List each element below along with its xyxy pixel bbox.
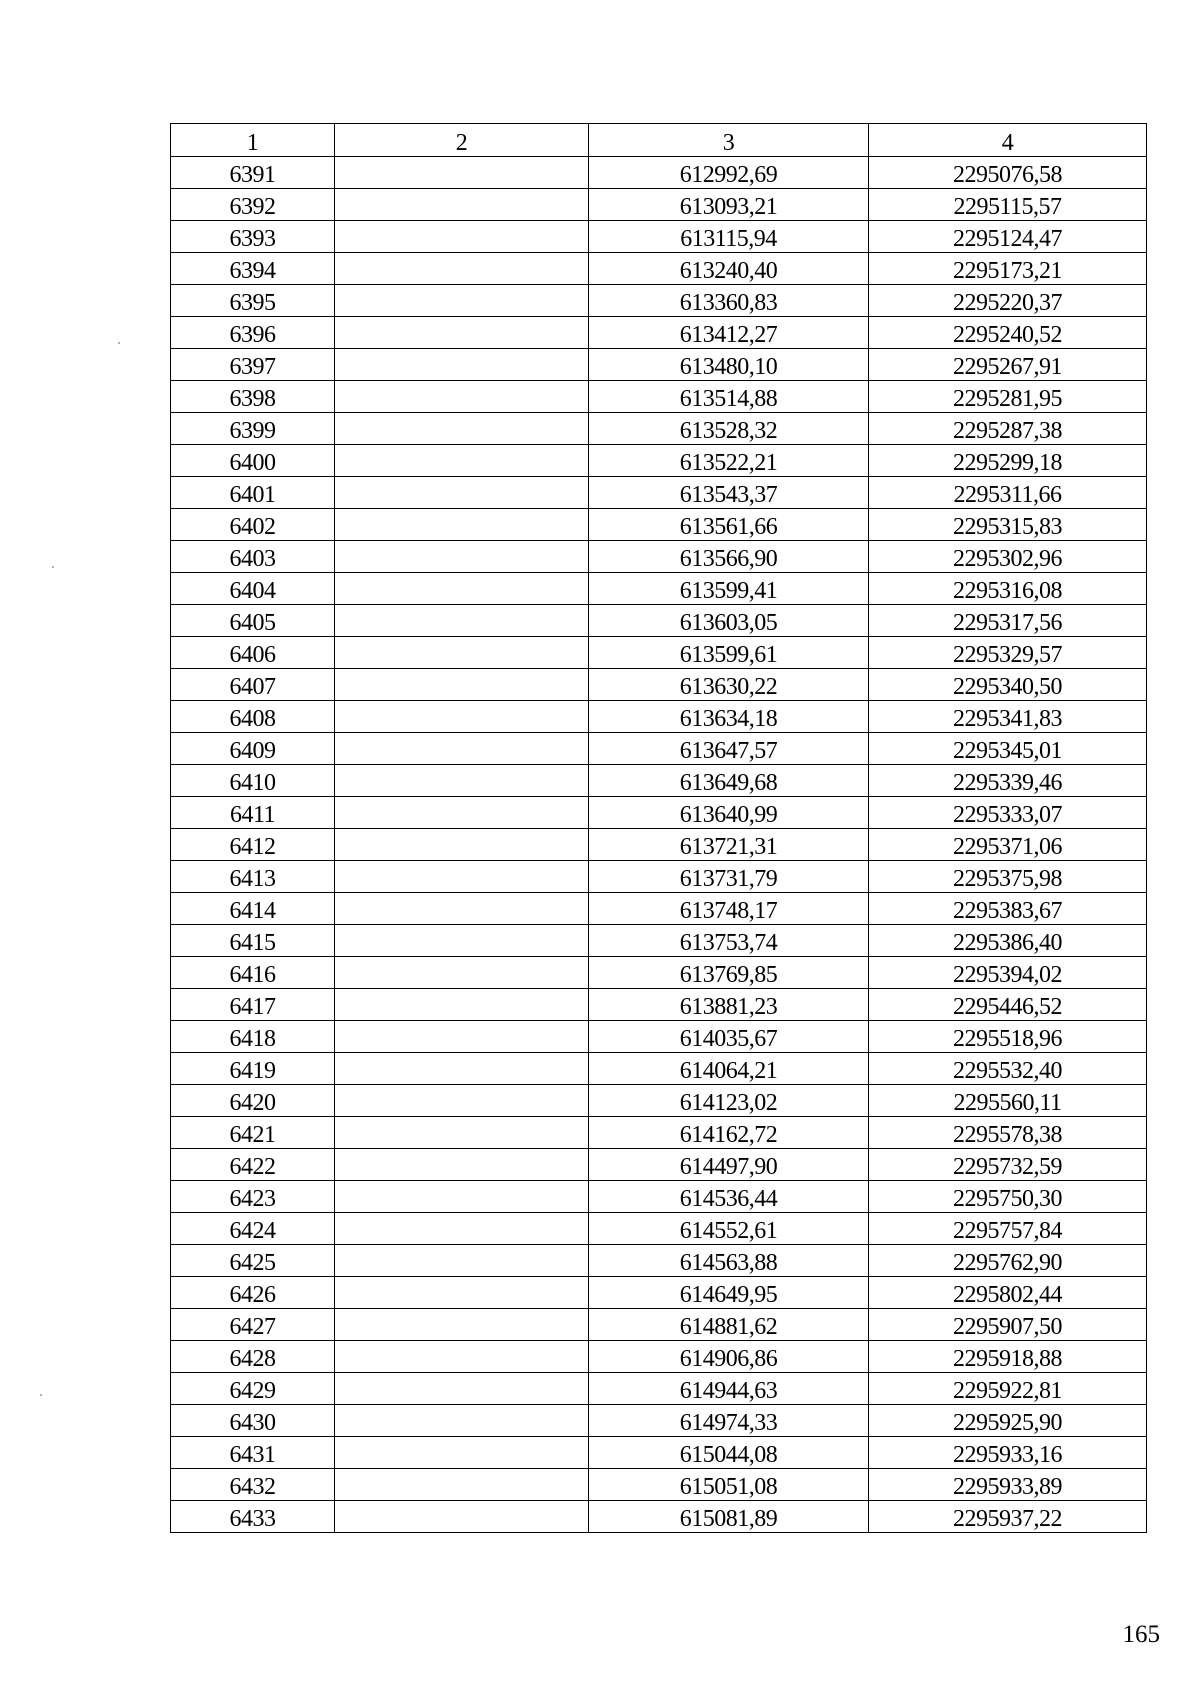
table-row [171, 1181, 1147, 1213]
table-cell-col-3: 613881,23 [589, 989, 869, 1021]
scan-speck [40, 1394, 42, 1396]
table-cell-col-3: 613480,10 [589, 349, 869, 381]
table-cell-col-3: 613603,05 [589, 605, 869, 637]
table-row [171, 893, 1147, 925]
table-cell-col-3: 614552,61 [589, 1213, 869, 1245]
table-cell-col-2 [335, 1181, 589, 1213]
table-cell-col-1: 6409 [171, 733, 335, 765]
table-cell-col-1: 6424 [171, 1213, 335, 1245]
table-cell-col-4: 2295299,18 [869, 445, 1147, 477]
table-row [171, 1053, 1147, 1085]
table-cell-col-2 [335, 413, 589, 445]
table-cell-col-2 [335, 1021, 589, 1053]
table-row [171, 509, 1147, 541]
table-row [171, 413, 1147, 445]
table-cell-col-2 [335, 829, 589, 861]
table-cell-col-2 [335, 1117, 589, 1149]
table-row [171, 381, 1147, 413]
table-row [171, 1149, 1147, 1181]
table-cell-col-2 [335, 1501, 589, 1533]
table-row [171, 989, 1147, 1021]
table-cell-col-2 [335, 701, 589, 733]
coordinates-table [170, 123, 1147, 1533]
table-row [171, 1277, 1147, 1309]
table-cell-col-3: 613599,41 [589, 573, 869, 605]
table-cell-col-2 [335, 1469, 589, 1501]
table-cell-col-3: 614064,21 [589, 1053, 869, 1085]
table-cell-col-3: 613731,79 [589, 861, 869, 893]
table-row [171, 1405, 1147, 1437]
table-cell-col-2 [335, 285, 589, 317]
table-cell-col-1: 6412 [171, 829, 335, 861]
table-cell-col-3: 613748,17 [589, 893, 869, 925]
table-cell-col-3: 615044,08 [589, 1437, 869, 1469]
table-cell-col-2 [335, 349, 589, 381]
table-row [171, 253, 1147, 285]
table-cell-col-1: 6428 [171, 1341, 335, 1373]
table-cell-col-2 [335, 1149, 589, 1181]
table-cell-col-2 [335, 253, 589, 285]
table-cell-col-2 [335, 157, 589, 189]
table-cell-col-4: 2295124,47 [869, 221, 1147, 253]
table-cell-col-1: 6399 [171, 413, 335, 445]
table-cell-col-1: 6413 [171, 861, 335, 893]
table-cell-col-1: 6400 [171, 445, 335, 477]
table-cell-col-2 [335, 957, 589, 989]
table-row [171, 349, 1147, 381]
table-cell-col-1: 6403 [171, 541, 335, 573]
table-row [171, 1213, 1147, 1245]
table-cell-col-4: 2295281,95 [869, 381, 1147, 413]
table-cell-col-2 [335, 1277, 589, 1309]
table-cell-col-2 [335, 733, 589, 765]
table-cell-col-4: 2295732,59 [869, 1149, 1147, 1181]
table-cell-col-2 [335, 1341, 589, 1373]
header-cell-2: 2 [335, 124, 589, 157]
table-cell-col-1: 6396 [171, 317, 335, 349]
table-cell-col-3: 613753,74 [589, 925, 869, 957]
table-cell-col-3: 613769,85 [589, 957, 869, 989]
table-row [171, 541, 1147, 573]
table-cell-col-3: 613528,32 [589, 413, 869, 445]
table-cell-col-1: 6429 [171, 1373, 335, 1405]
table-cell-col-4: 2295518,96 [869, 1021, 1147, 1053]
table-cell-col-4: 2295371,06 [869, 829, 1147, 861]
table-cell-col-3: 613240,40 [589, 253, 869, 285]
table-cell-col-2 [335, 669, 589, 701]
table-cell-col-3: 613647,57 [589, 733, 869, 765]
table-cell-col-3: 614035,67 [589, 1021, 869, 1053]
table-cell-col-3: 613522,21 [589, 445, 869, 477]
table-cell-col-1: 6414 [171, 893, 335, 925]
table-cell-col-3: 613630,22 [589, 669, 869, 701]
header-cell-1: 1 [171, 124, 335, 157]
table-row [171, 829, 1147, 861]
table-cell-col-4: 2295311,66 [869, 477, 1147, 509]
table-cell-col-1: 6406 [171, 637, 335, 669]
table-cell-col-4: 2295394,02 [869, 957, 1147, 989]
table-cell-col-4: 2295173,21 [869, 253, 1147, 285]
table-row [171, 1437, 1147, 1469]
table-row [171, 1341, 1147, 1373]
table-cell-col-1: 6427 [171, 1309, 335, 1341]
table-cell-col-1: 6423 [171, 1181, 335, 1213]
table-cell-col-1: 6433 [171, 1501, 335, 1533]
table-cell-col-2 [335, 637, 589, 669]
table-row [171, 605, 1147, 637]
table-cell-col-1: 6407 [171, 669, 335, 701]
table-cell-col-4: 2295115,57 [869, 189, 1147, 221]
table-row [171, 221, 1147, 253]
table-cell-col-4: 2295383,67 [869, 893, 1147, 925]
table-cell-col-4: 2295762,90 [869, 1245, 1147, 1277]
table-cell-col-3: 613412,27 [589, 317, 869, 349]
table-cell-col-3: 613649,68 [589, 765, 869, 797]
table-cell-col-1: 6418 [171, 1021, 335, 1053]
table-row [171, 189, 1147, 221]
table-cell-col-1: 6415 [171, 925, 335, 957]
table-cell-col-2 [335, 861, 589, 893]
table-cell-col-4: 2295933,16 [869, 1437, 1147, 1469]
table-cell-col-2 [335, 1373, 589, 1405]
table-cell-col-3: 615081,89 [589, 1501, 869, 1533]
table-row [171, 797, 1147, 829]
table-cell-col-1: 6393 [171, 221, 335, 253]
table-cell-col-1: 6398 [171, 381, 335, 413]
table-cell-col-2 [335, 1213, 589, 1245]
table-cell-col-3: 614162,72 [589, 1117, 869, 1149]
table-cell-col-3: 614536,44 [589, 1181, 869, 1213]
table-row [171, 1501, 1147, 1533]
table-cell-col-3: 614123,02 [589, 1085, 869, 1117]
table-row [171, 573, 1147, 605]
table-cell-col-2 [335, 541, 589, 573]
table-cell-col-2 [335, 1053, 589, 1085]
table-cell-col-4: 2295340,50 [869, 669, 1147, 701]
table-cell-col-1: 6431 [171, 1437, 335, 1469]
table-row [171, 925, 1147, 957]
table-cell-col-1: 6405 [171, 605, 335, 637]
table-cell-col-3: 613093,21 [589, 189, 869, 221]
table-cell-col-2 [335, 477, 589, 509]
table-cell-col-4: 2295386,40 [869, 925, 1147, 957]
table-cell-col-2 [335, 509, 589, 541]
table-cell-col-4: 2295315,83 [869, 509, 1147, 541]
table-cell-col-3: 613599,61 [589, 637, 869, 669]
table-cell-col-3: 614944,63 [589, 1373, 869, 1405]
table-cell-col-3: 613514,88 [589, 381, 869, 413]
table-cell-col-3: 613115,94 [589, 221, 869, 253]
table-row [171, 1469, 1147, 1501]
table-cell-col-4: 2295446,52 [869, 989, 1147, 1021]
table-cell-col-1: 6404 [171, 573, 335, 605]
table-cell-col-2 [335, 317, 589, 349]
table-cell-col-2 [335, 1245, 589, 1277]
table-cell-col-2 [335, 605, 589, 637]
table-cell-col-1: 6410 [171, 765, 335, 797]
table-cell-col-4: 2295922,81 [869, 1373, 1147, 1405]
table-row [171, 765, 1147, 797]
scan-speck [118, 342, 120, 344]
table-cell-col-4: 2295341,83 [869, 701, 1147, 733]
table-row [171, 733, 1147, 765]
table-cell-col-4: 2295532,40 [869, 1053, 1147, 1085]
table-cell-col-4: 2295802,44 [869, 1277, 1147, 1309]
table-cell-col-3: 614649,95 [589, 1277, 869, 1309]
table-cell-col-2 [335, 1437, 589, 1469]
table-cell-col-1: 6416 [171, 957, 335, 989]
table-cell-col-4: 2295560,11 [869, 1085, 1147, 1117]
table-cell-col-1: 6432 [171, 1469, 335, 1501]
table-row [171, 861, 1147, 893]
table-cell-col-2 [335, 1085, 589, 1117]
table-cell-col-2 [335, 893, 589, 925]
table-cell-col-1: 6411 [171, 797, 335, 829]
table-row [171, 477, 1147, 509]
header-cell-4: 4 [869, 124, 1147, 157]
table-cell-col-3: 615051,08 [589, 1469, 869, 1501]
table-cell-col-2 [335, 189, 589, 221]
table-cell-col-2 [335, 573, 589, 605]
table-cell-col-2 [335, 797, 589, 829]
table-cell-col-3: 614974,33 [589, 1405, 869, 1437]
table-cell-col-1: 6397 [171, 349, 335, 381]
table-cell-col-4: 2295757,84 [869, 1213, 1147, 1245]
table-row [171, 957, 1147, 989]
scan-speck [52, 566, 54, 568]
table-cell-col-1: 6421 [171, 1117, 335, 1149]
table-row [171, 1245, 1147, 1277]
table-cell-col-1: 6430 [171, 1405, 335, 1437]
table-cell-col-4: 2295333,07 [869, 797, 1147, 829]
table-cell-col-1: 6417 [171, 989, 335, 1021]
page-number: 165 [1122, 1621, 1160, 1648]
table-cell-col-3: 613640,99 [589, 797, 869, 829]
table-cell-col-1: 6426 [171, 1277, 335, 1309]
table-cell-col-1: 6408 [171, 701, 335, 733]
table-cell-col-3: 613566,90 [589, 541, 869, 573]
table-cell-col-3: 614497,90 [589, 1149, 869, 1181]
table-row [171, 1373, 1147, 1405]
table-cell-col-4: 2295937,22 [869, 1501, 1147, 1533]
table-cell-col-2 [335, 221, 589, 253]
table-cell-col-2 [335, 765, 589, 797]
table-cell-col-1: 6401 [171, 477, 335, 509]
table-cell-col-2 [335, 925, 589, 957]
table-cell-col-4: 2295339,46 [869, 765, 1147, 797]
header-cell-3: 3 [589, 124, 869, 157]
table-row [171, 1309, 1147, 1341]
table-cell-col-4: 2295267,91 [869, 349, 1147, 381]
table-cell-col-3: 614881,62 [589, 1309, 869, 1341]
table-row [171, 669, 1147, 701]
table-cell-col-4: 2295907,50 [869, 1309, 1147, 1341]
table-cell-col-4: 2295375,98 [869, 861, 1147, 893]
table-cell-col-1: 6394 [171, 253, 335, 285]
header-row [171, 124, 1147, 157]
table-row [171, 285, 1147, 317]
table-cell-col-4: 2295933,89 [869, 1469, 1147, 1501]
table-cell-col-4: 2295076,58 [869, 157, 1147, 189]
table-cell-col-2 [335, 1405, 589, 1437]
table-row [171, 1117, 1147, 1149]
table-cell-col-4: 2295329,57 [869, 637, 1147, 669]
table-cell-col-4: 2295220,37 [869, 285, 1147, 317]
table-cell-col-3: 613561,66 [589, 509, 869, 541]
table-cell-col-1: 6422 [171, 1149, 335, 1181]
table-cell-col-3: 613360,83 [589, 285, 869, 317]
table-cell-col-1: 6392 [171, 189, 335, 221]
table-cell-col-4: 2295287,38 [869, 413, 1147, 445]
table-cell-col-1: 6419 [171, 1053, 335, 1085]
table-cell-col-1: 6425 [171, 1245, 335, 1277]
table-header [171, 124, 1147, 157]
table-cell-col-1: 6391 [171, 157, 335, 189]
table-cell-col-2 [335, 1309, 589, 1341]
table-row [171, 157, 1147, 189]
table-cell-col-4: 2295925,90 [869, 1405, 1147, 1437]
table-row [171, 1021, 1147, 1053]
table-cell-col-3: 614563,88 [589, 1245, 869, 1277]
table-row [171, 1085, 1147, 1117]
table-cell-col-4: 2295578,38 [869, 1117, 1147, 1149]
table-cell-col-3: 613721,31 [589, 829, 869, 861]
table-cell-col-4: 2295317,56 [869, 605, 1147, 637]
table-row [171, 637, 1147, 669]
table-row [171, 445, 1147, 477]
table-cell-col-4: 2295750,30 [869, 1181, 1147, 1213]
table-cell-col-3: 612992,69 [589, 157, 869, 189]
table-cell-col-1: 6420 [171, 1085, 335, 1117]
table-cell-col-1: 6395 [171, 285, 335, 317]
table-cell-col-4: 2295240,52 [869, 317, 1147, 349]
table-cell-col-2 [335, 989, 589, 1021]
table-cell-col-2 [335, 381, 589, 413]
table-cell-col-2 [335, 445, 589, 477]
table-cell-col-3: 613543,37 [589, 477, 869, 509]
table-cell-col-1: 6402 [171, 509, 335, 541]
table-cell-col-4: 2295316,08 [869, 573, 1147, 605]
table-row [171, 701, 1147, 733]
table-cell-col-4: 2295918,88 [869, 1341, 1147, 1373]
table-cell-col-3: 614906,86 [589, 1341, 869, 1373]
table-row [171, 317, 1147, 349]
table-cell-col-4: 2295302,96 [869, 541, 1147, 573]
table-cell-col-4: 2295345,01 [869, 733, 1147, 765]
table-body [171, 157, 1147, 1533]
table-cell-col-3: 613634,18 [589, 701, 869, 733]
